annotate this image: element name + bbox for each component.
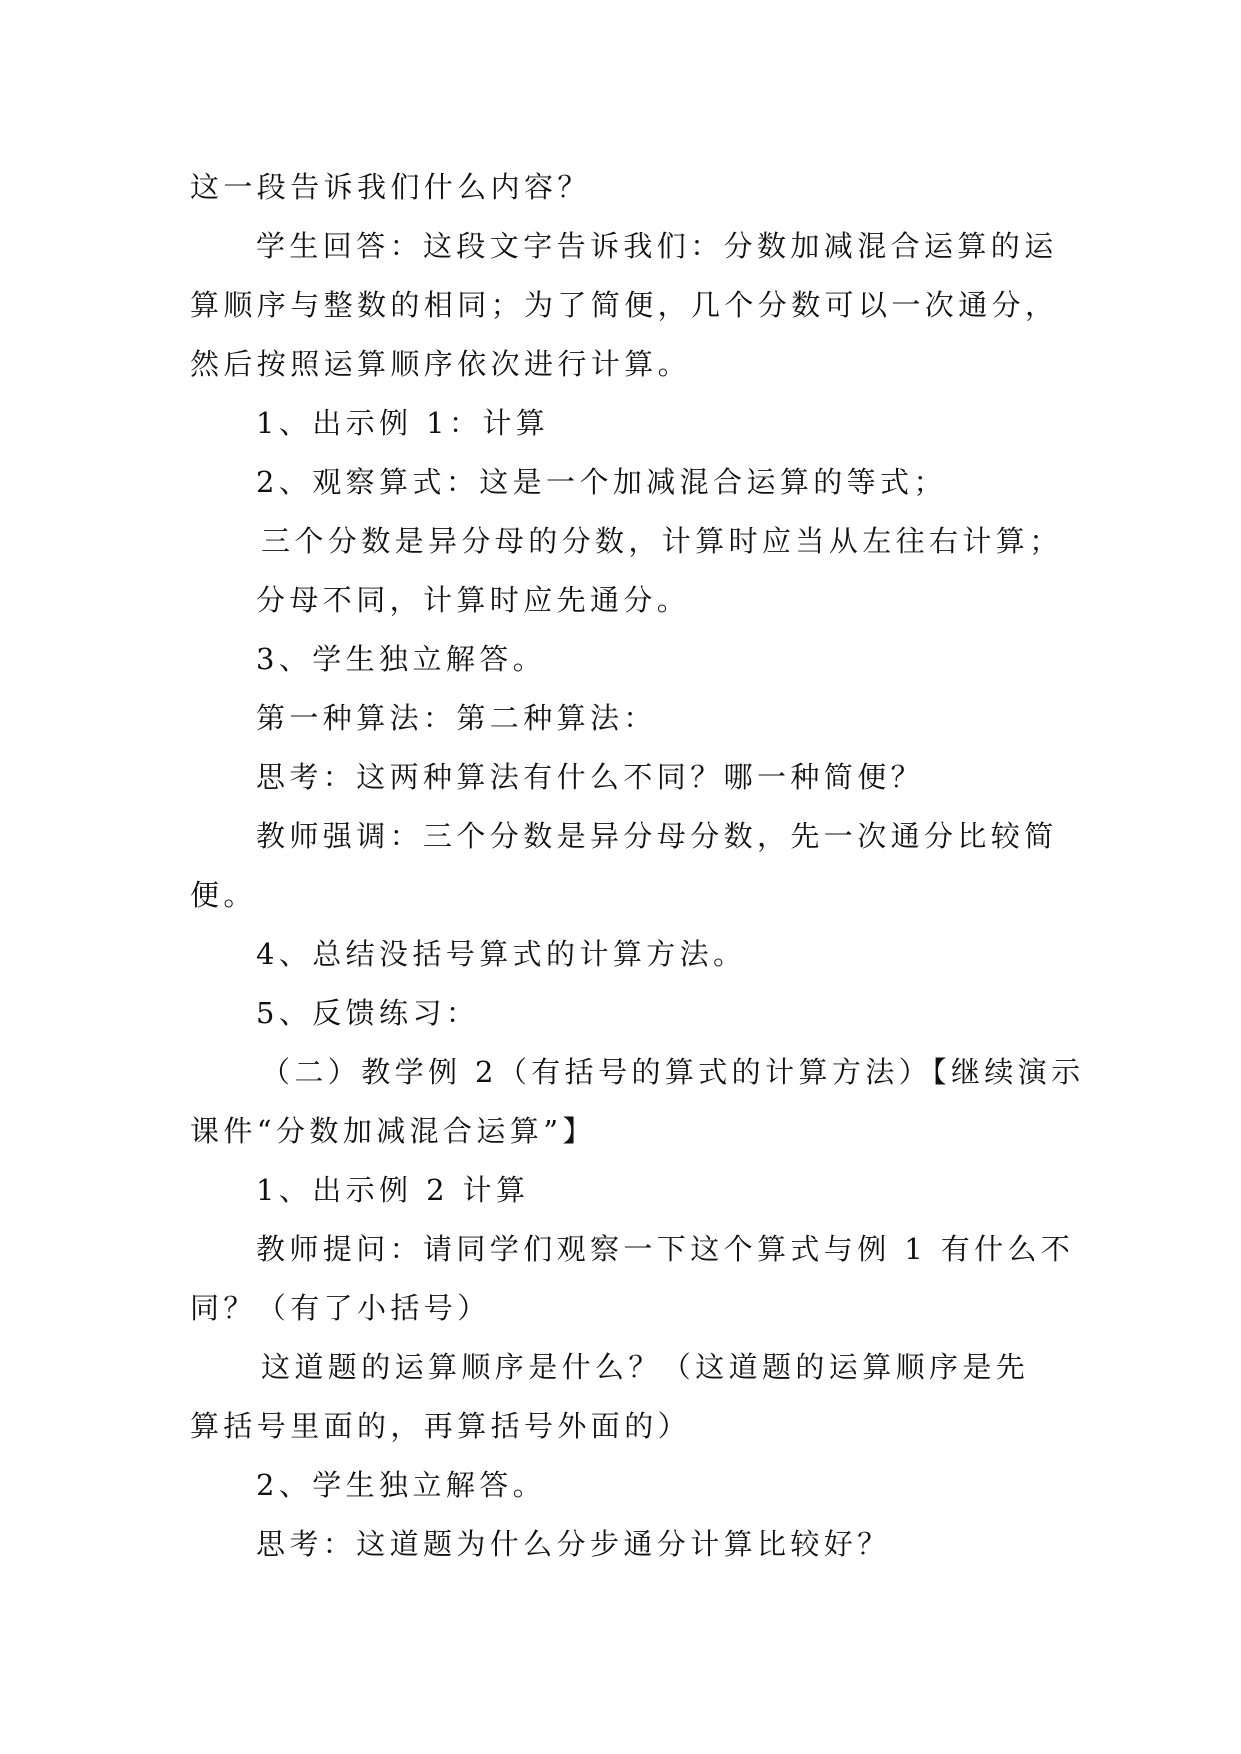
text-line: 3、学生独立解答。: [256, 642, 547, 676]
text-line: 第一种算法：第二种算法：: [256, 701, 657, 735]
text-line: 思考：这两种算法有什么不同？哪一种简便？: [256, 760, 925, 794]
text-line: 算括号里面的，再算括号外面的）: [190, 1409, 692, 1443]
text-line: 这道题的运算顺序是什么？（这道题的运算顺序是先: [261, 1350, 1030, 1384]
text-line: 1、出示例 1：计算: [256, 406, 550, 440]
text-line: 2、观察算式：这是一个加减混合运算的等式；: [256, 465, 947, 499]
text-line: 三个分数是异分母的分数，计算时应当从左往右计算；: [261, 524, 1063, 558]
text-line: 1、出示例 2 计算: [256, 1173, 530, 1207]
text-line: 教师强调：三个分数是异分母分数，先一次通分比较简: [256, 819, 1058, 853]
text-line: 便。: [190, 878, 257, 912]
text-line: （二）教学例 2（有括号的算式的计算方法）【继续演示: [261, 1055, 1085, 1089]
text-line: 课件“分数加减混合运算”】: [190, 1114, 596, 1148]
text-line: 然后按照运算顺序依次进行计算。: [190, 347, 692, 381]
text-line: 思考：这道题为什么分步通分计算比较好？: [256, 1527, 891, 1561]
text-line: 教师提问：请同学们观察一下这个算式与例 1 有什么不: [256, 1232, 1075, 1266]
text-line: 5、反馈练习：: [256, 996, 480, 1030]
text-line: 学生回答：这段文字告诉我们：分数加减混合运算的运: [256, 229, 1058, 263]
text-line: 同？（有了小括号）: [190, 1291, 491, 1325]
text-line: 这一段告诉我们什么内容？: [190, 170, 591, 204]
text-line: 4、总结没括号算式的计算方法。: [256, 937, 747, 971]
text-line: 分母不同，计算时应先通分。: [256, 583, 691, 617]
text-line: 2、学生独立解答。: [256, 1468, 547, 1502]
text-line: 算顺序与整数的相同；为了简便，几个分数可以一次通分，: [190, 288, 1059, 322]
